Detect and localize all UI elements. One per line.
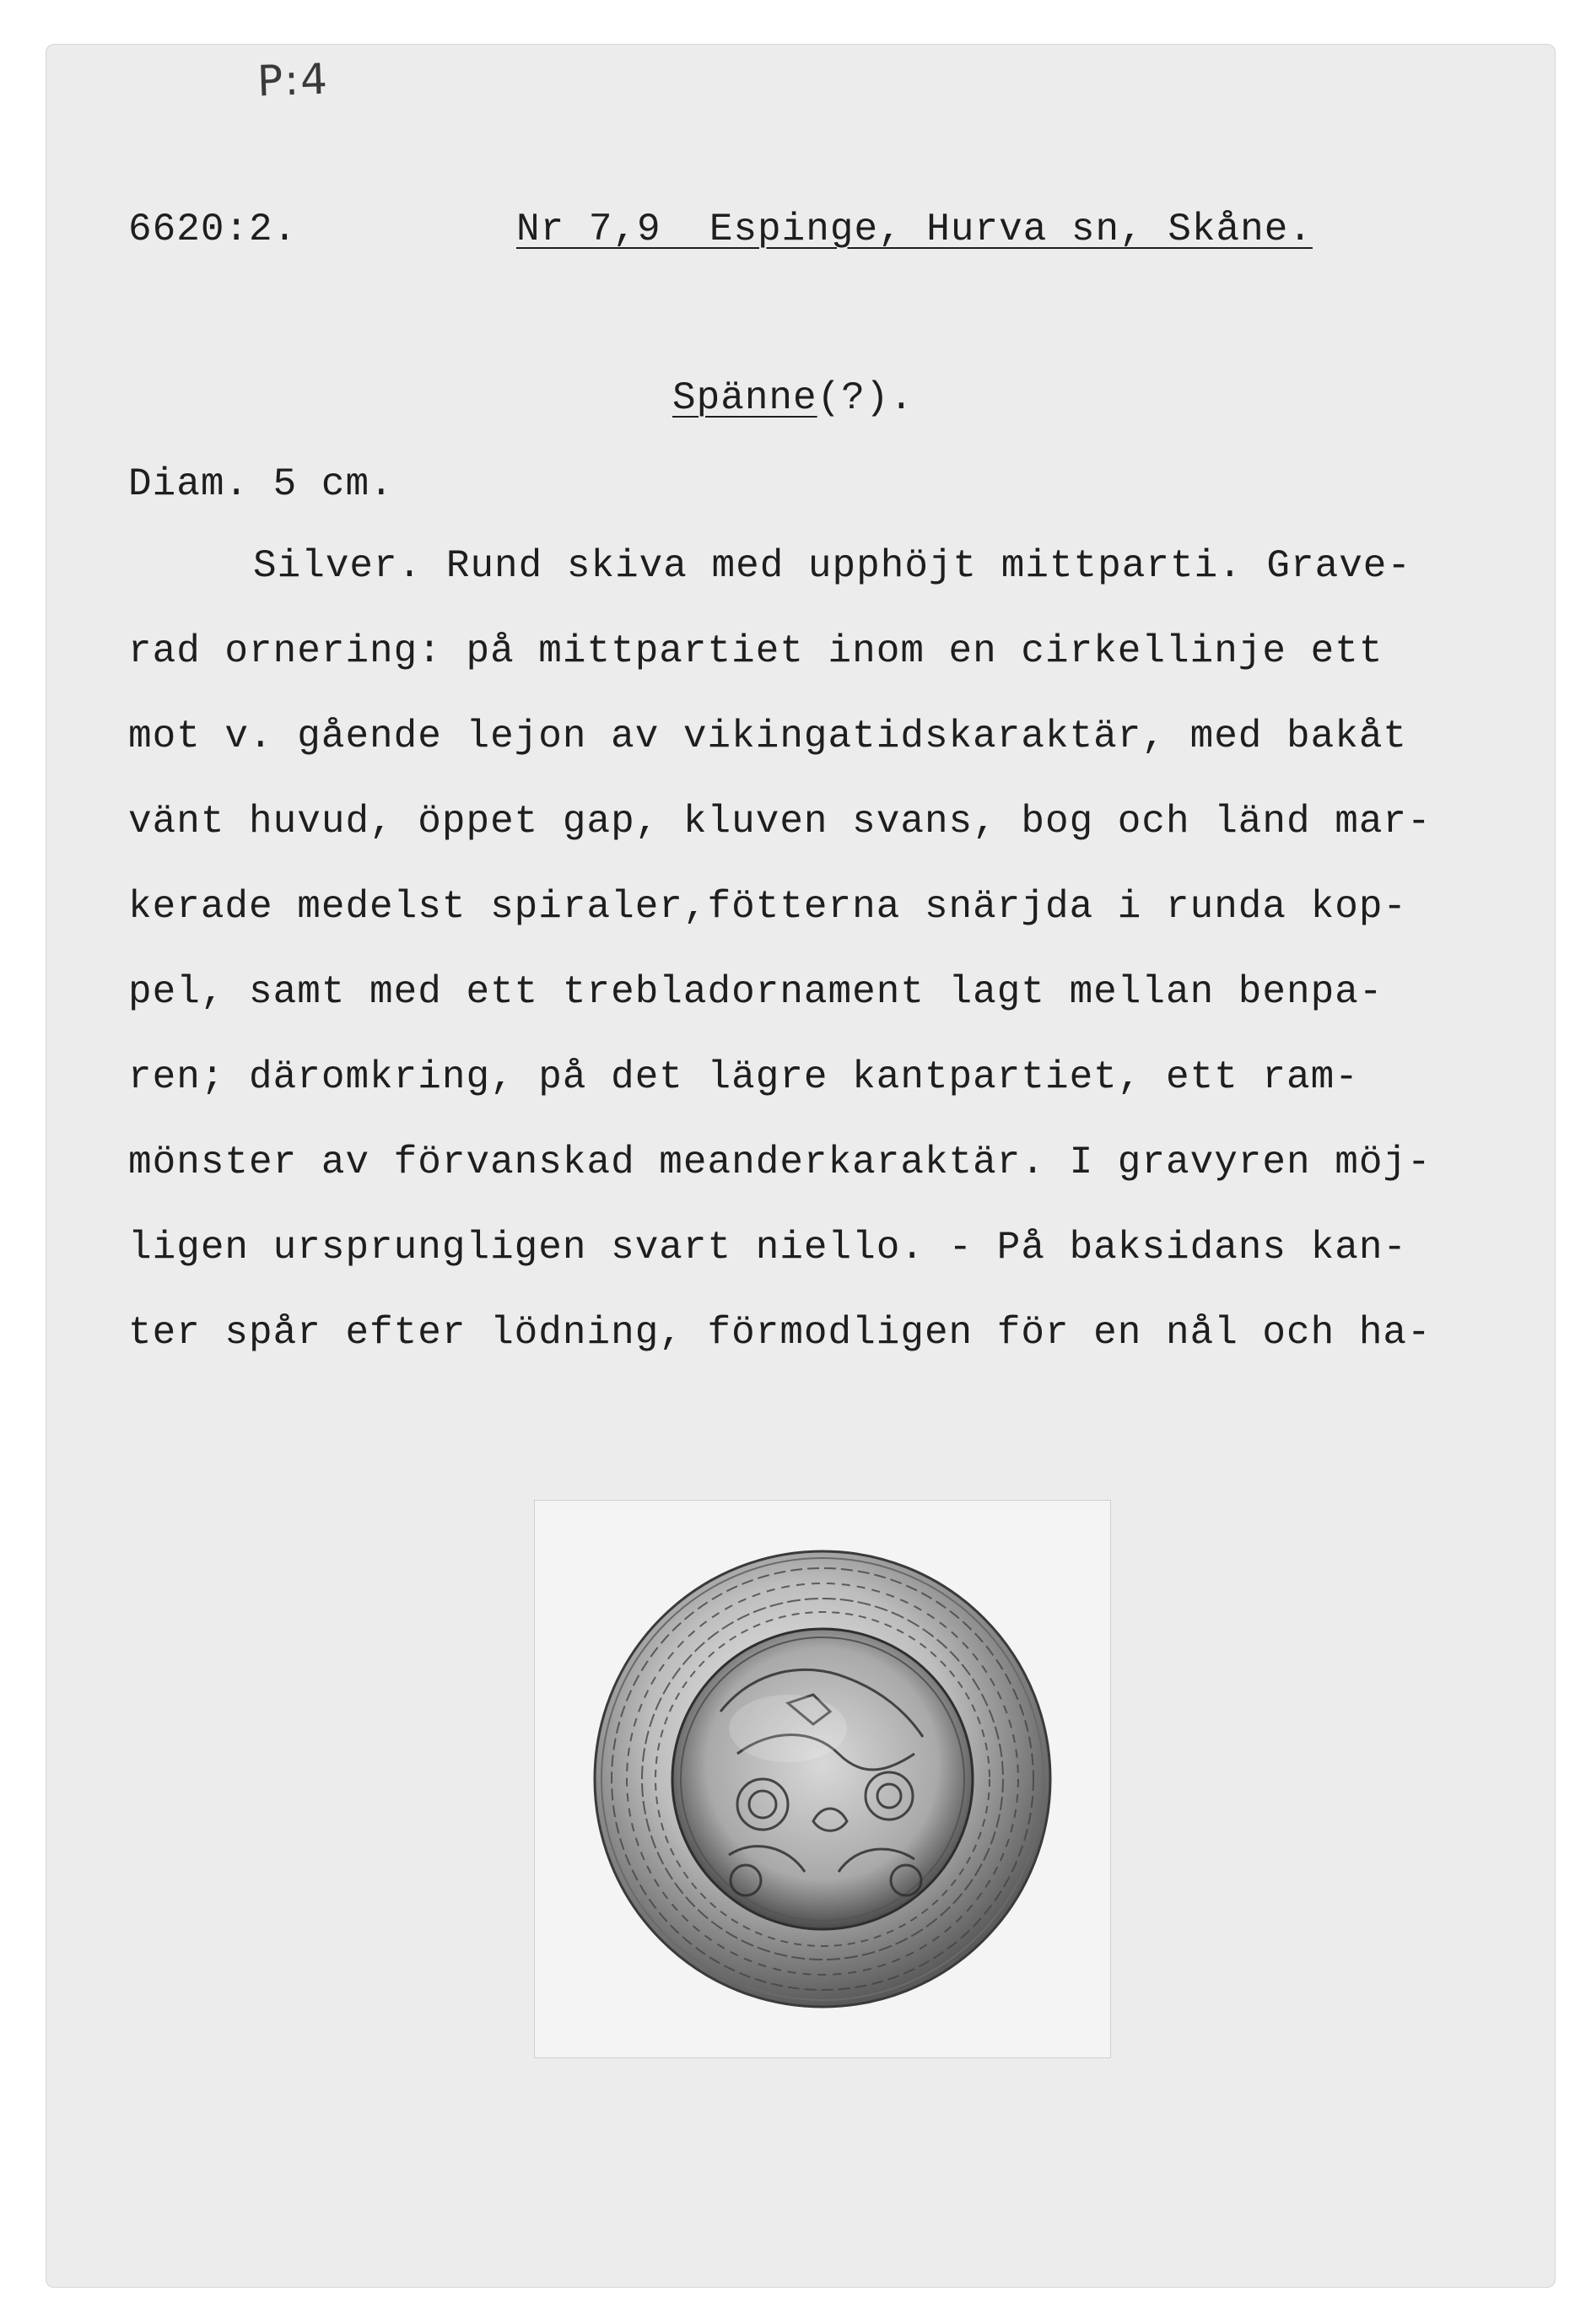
object-title <box>672 376 914 420</box>
brooch-photograph <box>534 1500 1111 2058</box>
description-line: rad ornering: på mittpartiet inom en cirkellinje ett <box>128 629 1384 673</box>
description-line: ter spår efter lödning, förmodligen för en nål och ha- <box>128 1311 1432 1355</box>
description-line: pel, samt med ett trebladornament lagt mellan benpa- <box>128 970 1384 1014</box>
dimension-text: Diam. 5 cm. <box>128 462 394 506</box>
object-title-suffix: (?). <box>817 376 914 420</box>
description-line: ren; däromkring, på det lägre kantpartiet, ett ram- <box>128 1055 1359 1099</box>
description-line: ligen ursprungligen svart niello. - På baksidans kan- <box>128 1226 1408 1270</box>
description-line: kerade medelst spiraler,fötterna snärjda i runda kop- <box>128 885 1408 929</box>
handwritten-reference: P:4 <box>256 54 330 106</box>
object-title-name: Spänne <box>672 376 817 420</box>
brooch-disc <box>595 1551 1050 2007</box>
description-line: mönster av förvanskad meanderkaraktär. I gravyren möj- <box>128 1140 1432 1184</box>
description-line: mot v. gående lejon av vikingatidskaraktär, med bakåt <box>128 714 1408 758</box>
catalog-number: 6620:2. <box>128 208 298 251</box>
brooch-image <box>535 1501 1110 2057</box>
description-line: Silver. Rund skiva med upphöjt mittparti. Grave- <box>253 544 1412 588</box>
description-line: vänt huvud, öppet gap, kluven svans, bog och länd mar- <box>128 800 1432 844</box>
find-location: Nr 7,9 Espinge, Hurva sn, Skåne. <box>516 208 1313 251</box>
